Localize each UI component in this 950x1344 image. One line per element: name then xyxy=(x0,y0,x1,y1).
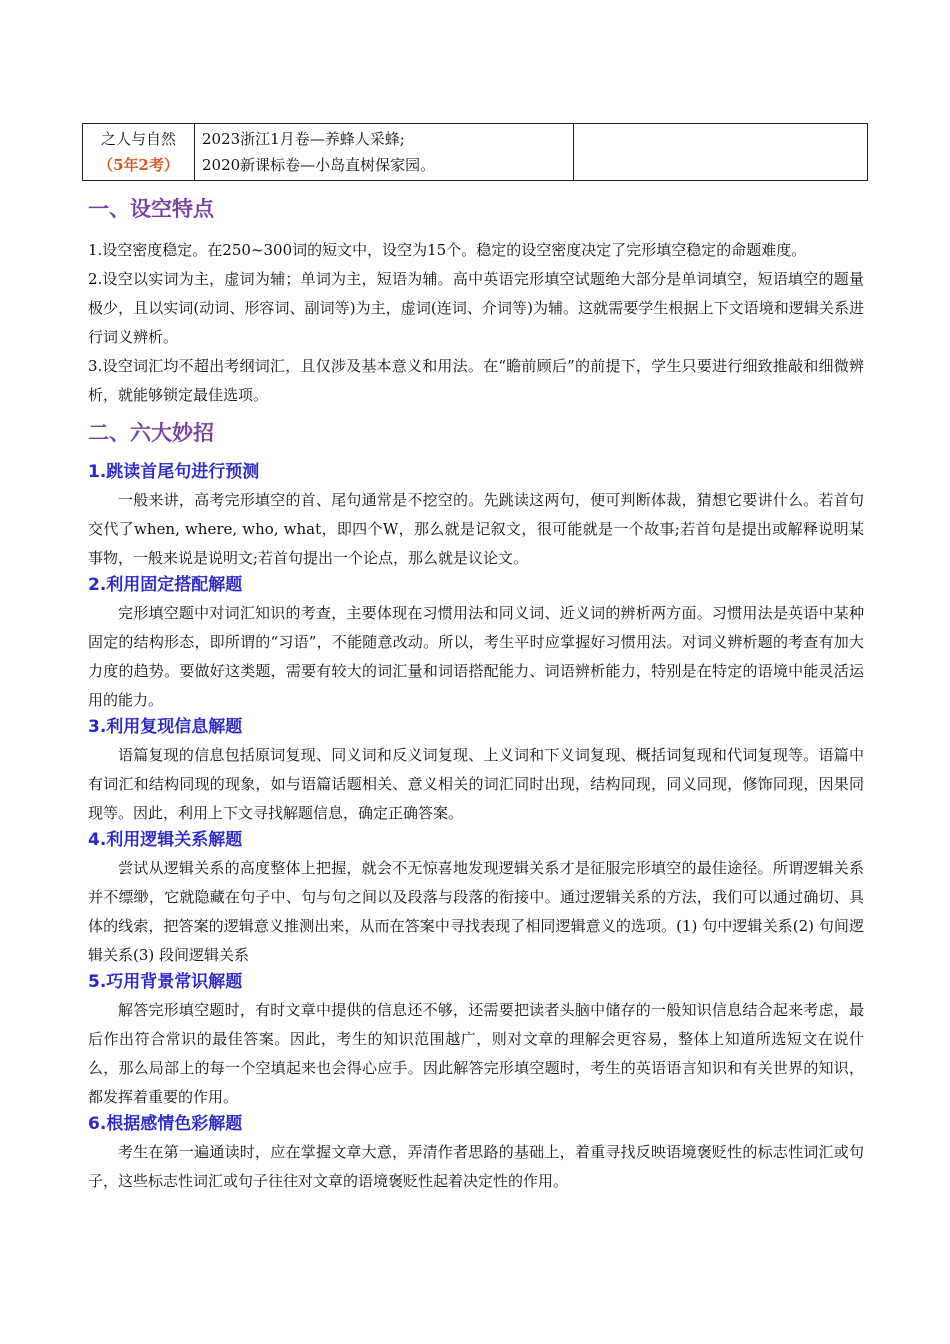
tip-body: 完形填空题中对词汇知识的考查，主要体现在习惯用法和同义词、近义词的辨析两方面。习惯用法是英语中某种固定的结构形态，即所谓的“习语”，不能随意改动。所以，考生平时应掌握好习惯用法。对词义辨析题的考查有加大力度的趋势。要做好这类题，需要有较大的词汇量和词语搭配能力、词语辨析能力，特别是在特定的语境中能灵活运用的能力。 xyxy=(88,604,864,709)
tip-heading: 6.根据感情色彩解题 xyxy=(88,1114,243,1134)
feature-item: 2.设空以实词为主，虚词为辅；单词为主，短语为辅。高中英语完形填空试题绝大部分是单词填空，短语填空的题量极少，且以实词(动词、形容词、副词等)为主，虚词(连词、介词等)为辅。这就需要学生根据上下文语境和逻辑关系进行词义辨析。 xyxy=(88,270,864,346)
tip-heading: 4.利用逻辑关系解题 xyxy=(88,830,243,850)
examples-cell xyxy=(195,124,574,181)
tip-heading: 2.利用固定搭配解题 xyxy=(88,575,243,595)
tip-body: 一般来讲，高考完形填空的首、尾句通常是不挖空的。先跳读这两句，便可判断体裁，猜想它要讲什么。若首句交代了when, where, who, what，即四个W，那么就是记叙文，很可能就是一个故事;若首句是提出或解释说明某事物，一般来说是说明文;若首句提出一个论点，那么就是议论文。 xyxy=(88,491,864,567)
topic-table xyxy=(82,123,868,181)
feature-item: 1.设空密度稳定。在250~300词的短文中，设空为15个。稳定的设空密度决定了完形填空稳定的命题难度。 xyxy=(88,241,807,259)
tip-body: 尝试从逻辑关系的高度整体上把握，就会不无惊喜地发现逻辑关系才是征服完形填空的最佳途径。所谓逻辑关系并不缥缈，它就隐藏在句子中、句与句之间以及段落与段落的衔接中。通过逻辑关系的方法，我们可以通过确切、具体的线索，把答案的逻辑意义推测出来，从而在答案中寻找表现了相同逻辑意义的选项。(1) 句中逻辑关系(2) 句间逻辑关系(3) 段间逻辑关系 xyxy=(88,859,864,964)
table-row xyxy=(83,124,868,181)
empty-cell xyxy=(574,124,868,181)
tip-heading: 1.跳读首尾句进行预测 xyxy=(88,462,260,482)
topic-cell xyxy=(83,124,195,181)
section-heading: 二、六大妙招 xyxy=(88,421,214,445)
tip-body: 语篇复现的信息包括原词复现、同义词和反义词复现、上义词和下义词复现、概括词复现和代词复现等。语篇中有词汇和结构同现的现象，如与语篇话题相关、意义相关的词汇同时出现，结构同现，同义同现，修饰同现，因果同现等。因此，利用上下文寻找解题信息，确定正确答案。 xyxy=(88,746,864,822)
feature-item: 3.设空词汇均不超出考纲词汇，且仅涉及基本意义和用法。在“瞻前顾后”的前提下，学生只要进行细致推敲和细微辨析，就能够锁定最佳选项。 xyxy=(88,357,864,404)
tip-heading: 3.利用复现信息解题 xyxy=(88,717,243,737)
example-line: 2023浙江1月卷—养蜂人采蜂; xyxy=(202,130,405,148)
tip-body: 解答完形填空题时，有时文章中提供的信息还不够，还需要把读者头脑中储存的一般知识信息结合起来考虑，最后作出符合常识的最佳答案。因此，考生的知识范围越广，则对文章的理解会更容易，整体上知道所选短文在说什么，那么局部上的每一个空填起来也会得心应手。因此解答完形填空题时，考生的英语语言知识和有关世界的知识，都发挥着重要的作用。 xyxy=(88,1001,864,1106)
example-line: 2020新课标卷—小岛直树保家园。 xyxy=(202,156,436,174)
topic-label: 之人与自然 xyxy=(100,130,176,148)
tip-heading: 5.巧用背景常识解题 xyxy=(88,972,243,992)
section-heading: 一、设空特点 xyxy=(88,197,214,221)
tip-body: 考生在第一遍通读时，应在掌握文章大意，弄清作者思路的基础上，着重寻找反映语境褒贬性的标志性词汇或句子，这些标志性词汇或句子往往对文章的语境褒贬性起着决定性的作用。 xyxy=(88,1143,864,1190)
topic-frequency: （5年2考） xyxy=(98,156,179,174)
